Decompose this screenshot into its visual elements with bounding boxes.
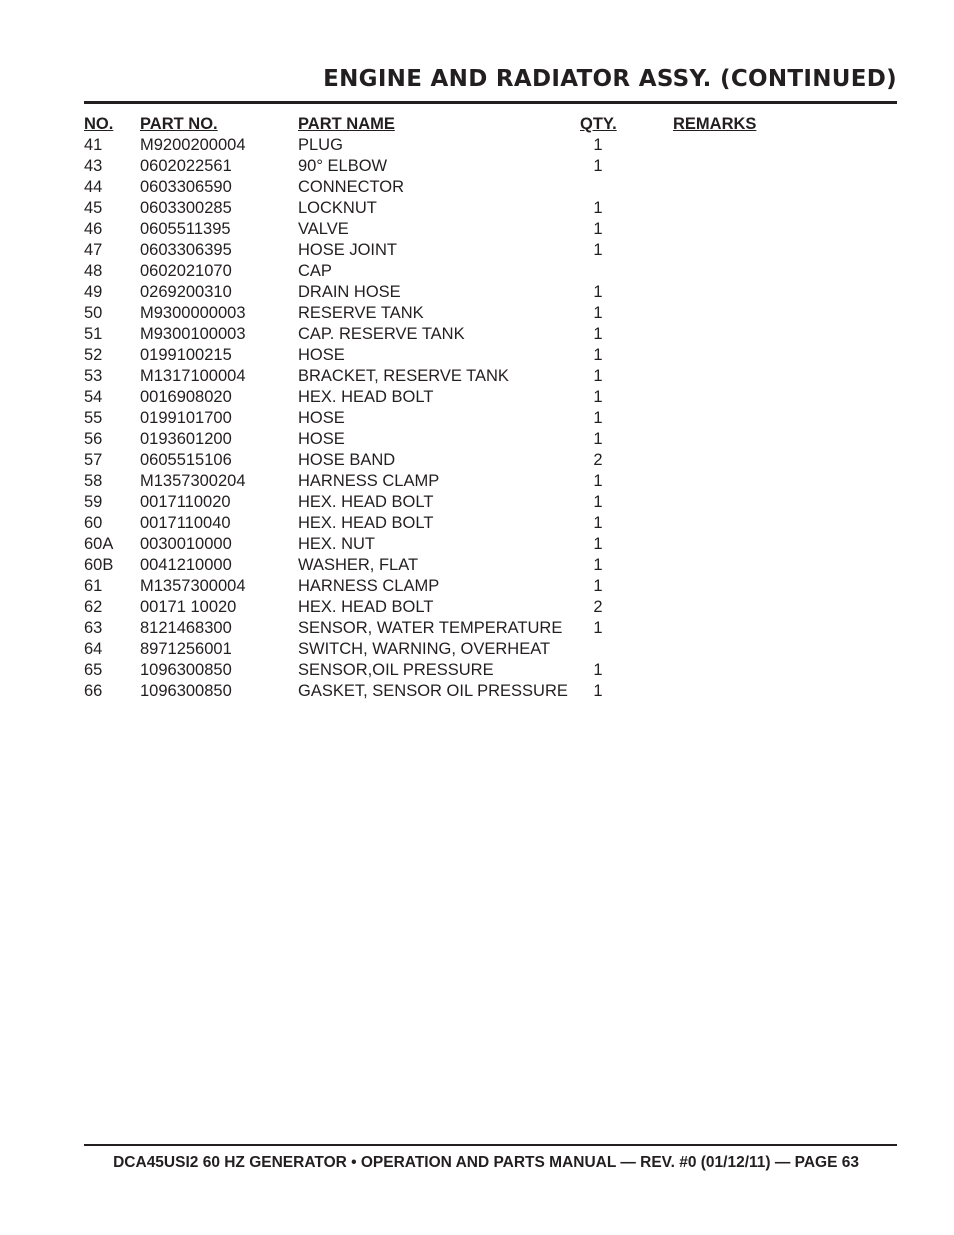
page-title: ENGINE AND RADIATOR ASSY. (CONTINUED) [323,66,897,92]
cell-part-no: 0269200310 [140,283,232,301]
table-row [84,681,897,702]
cell-qty: 1 [593,157,603,175]
cell-part-name: VALVE [298,220,349,238]
cell-qty: 1 [593,388,603,406]
table-row [84,177,897,198]
cell-part-no: 0193601200 [140,430,232,448]
cell-part-name: HARNESS CLAMP [298,472,440,490]
cell-qty: 1 [593,535,603,553]
table-row [84,576,897,597]
cell-no: 48 [84,262,103,280]
cell-qty: 1 [593,661,603,679]
cell-part-name: HARNESS CLAMP [298,577,440,595]
cell-qty: 1 [593,577,603,595]
cell-part-no: 0017110040 [140,514,231,532]
cell-part-no: 1096300850 [140,661,232,679]
cell-part-name: HOSE [298,409,345,427]
table-row [84,345,897,366]
cell-no: 52 [84,346,103,364]
cell-part-name: CAP. RESERVE TANK [298,325,465,343]
table-row [84,387,897,408]
column-header-part-name: PART NAME [298,115,395,133]
cell-part-name: CONNECTOR [298,178,405,196]
cell-part-name: GASKET, SENSOR OIL PRESSURE [298,682,568,700]
cell-no: 50 [84,304,103,322]
table-row [84,135,897,156]
cell-no: 60 [84,514,103,532]
cell-no: 59 [84,493,103,511]
cell-no: 45 [84,199,103,217]
cell-part-name: LOCKNUT [298,199,377,217]
cell-qty: 1 [593,304,603,322]
cell-qty: 1 [593,136,603,154]
table-row [84,408,897,429]
cell-part-name: BRACKET, RESERVE TANK [298,367,509,385]
cell-no: 49 [84,283,103,301]
cell-no: 41 [84,136,103,154]
cell-qty: 1 [593,199,603,217]
cell-part-no: 0603306590 [140,178,232,196]
cell-part-name: 90° ELBOW [298,157,388,175]
cell-qty: 1 [593,556,603,574]
cell-no: 44 [84,178,103,196]
cell-part-no: 0603306395 [140,241,232,259]
cell-no: 51 [84,325,103,343]
cell-part-no: 0199101700 [140,409,232,427]
cell-qty: 1 [593,682,603,700]
cell-part-no: M9300000003 [140,304,246,322]
cell-no: 57 [84,451,103,469]
table-row [84,492,897,513]
cell-part-no: M1357300004 [140,577,246,595]
table-row [84,240,897,261]
cell-qty: 1 [593,619,603,637]
cell-part-name: SWITCH, WARNING, OVERHEAT [298,640,551,658]
cell-part-name: HEX. HEAD BOLT [298,598,434,616]
title-divider [84,101,897,104]
cell-no: 60A [84,535,114,553]
cell-part-name: DRAIN HOSE [298,283,401,301]
table-row [84,534,897,555]
footer-divider [84,1144,897,1146]
table-row [84,198,897,219]
table-row [84,660,897,681]
cell-part-no: 0030010000 [140,535,232,553]
cell-part-name: HEX. NUT [298,535,376,553]
cell-qty: 1 [593,367,603,385]
cell-no: 65 [84,661,103,679]
table-row [84,639,897,660]
page-footer: DCA45USI2 60 HZ GENERATOR • OPERATION AND PARTS MANUAL — REV. #0 (01/12/11) — PAGE 63 [113,1154,859,1171]
table-row [84,282,897,303]
cell-no: 54 [84,388,103,406]
cell-part-no: M1317100004 [140,367,246,385]
cell-part-name: CAP [298,262,332,280]
cell-part-no: 0603300285 [140,199,232,217]
cell-no: 46 [84,220,103,238]
cell-qty: 2 [593,598,603,616]
cell-part-name: RESERVE TANK [298,304,424,322]
cell-part-no: 0199100215 [140,346,232,364]
column-header-remarks: REMARKS [673,115,757,133]
cell-qty: 1 [593,346,603,364]
cell-no: 63 [84,619,103,637]
cell-part-no: 1096300850 [140,682,232,700]
table-row [84,471,897,492]
cell-part-name: SENSOR, WATER TEMPERATURE [298,619,563,637]
cell-qty: 2 [593,451,603,469]
cell-part-no: 0016908020 [140,388,232,406]
cell-part-name: HOSE JOINT [298,241,398,259]
cell-part-no: 0602021070 [140,262,232,280]
table-row [84,450,897,471]
table-row [84,156,897,177]
cell-qty: 1 [593,493,603,511]
cell-qty: 1 [593,283,603,301]
cell-no: 58 [84,472,103,490]
cell-no: 43 [84,157,103,175]
cell-no: 64 [84,640,103,658]
cell-part-name: WASHER, FLAT [298,556,419,574]
table-row [84,366,897,387]
cell-part-no: 00171 10020 [140,598,237,616]
table-row [84,261,897,282]
table-row [84,303,897,324]
cell-part-name: HOSE BAND [298,451,396,469]
column-header-qty: QTY. [580,115,617,133]
cell-part-no: M9300100003 [140,325,246,343]
table-row [84,618,897,639]
cell-no: 53 [84,367,103,385]
cell-part-name: HOSE [298,430,345,448]
cell-part-no: 8971256001 [140,640,232,658]
table-row [84,555,897,576]
cell-no: 56 [84,430,103,448]
table-row [84,429,897,450]
parts-table [84,114,897,702]
cell-part-name: HEX. HEAD BOLT [298,514,434,532]
table-row [84,219,897,240]
cell-part-name: HOSE [298,346,345,364]
cell-part-no: 0605515106 [140,451,232,469]
table-row [84,597,897,618]
cell-part-no: M9200200004 [140,136,246,154]
table-header-row [84,114,897,135]
table-body [84,135,897,702]
cell-qty: 1 [593,325,603,343]
column-header-no: NO. [84,115,114,133]
cell-part-name: HEX. HEAD BOLT [298,388,434,406]
column-header-part-no: PART NO. [140,115,218,133]
cell-no: 66 [84,682,103,700]
cell-part-no: 0605511395 [140,220,231,238]
cell-no: 60B [84,556,114,574]
cell-part-no: 0602022561 [140,157,232,175]
table-row [84,324,897,345]
cell-no: 47 [84,241,103,259]
cell-qty: 1 [593,409,603,427]
cell-no: 62 [84,598,103,616]
cell-part-no: 0017110020 [140,493,231,511]
cell-no: 55 [84,409,103,427]
cell-qty: 1 [593,430,603,448]
cell-qty: 1 [593,514,603,532]
cell-no: 61 [84,577,103,595]
cell-part-name: HEX. HEAD BOLT [298,493,434,511]
cell-qty: 1 [593,220,603,238]
cell-part-name: SENSOR,OIL PRESSURE [298,661,494,679]
cell-part-no: M1357300204 [140,472,246,490]
cell-part-name: PLUG [298,136,343,154]
cell-qty: 1 [593,241,603,259]
cell-part-no: 0041210000 [140,556,232,574]
cell-qty: 1 [593,472,603,490]
table-row [84,513,897,534]
cell-part-no: 8121468300 [140,619,232,637]
